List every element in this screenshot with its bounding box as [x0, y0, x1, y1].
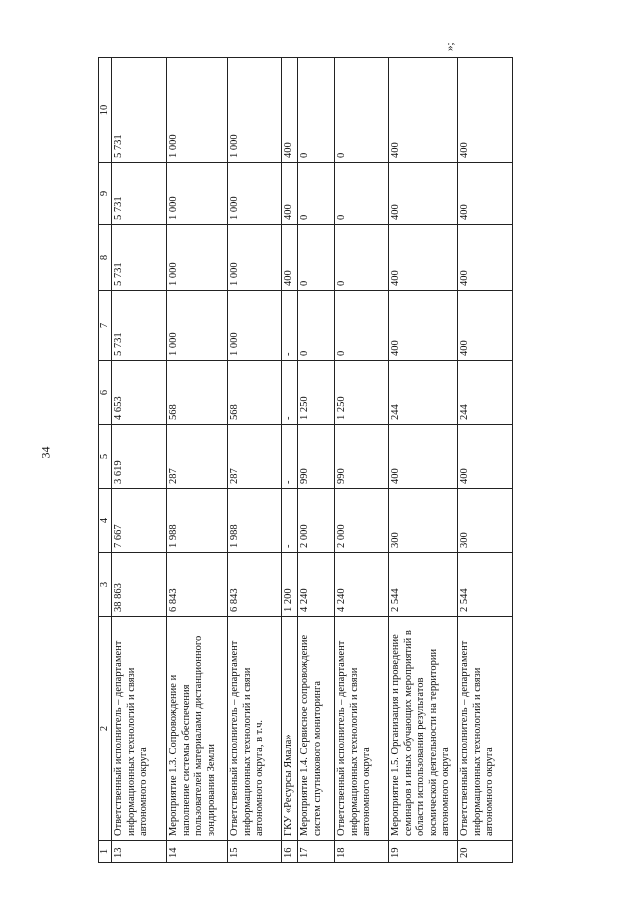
value-cell: - — [282, 425, 298, 489]
value-cell: 2 544 — [389, 553, 458, 617]
value-cell: 244 — [389, 361, 458, 425]
value-cell: 300 — [458, 489, 513, 553]
header-cell: 7 — [99, 291, 112, 361]
row-number: 17 — [298, 841, 335, 863]
row-description: ГКУ «Ресурсы Ямала» — [282, 617, 298, 841]
value-cell: 1 000 — [228, 58, 282, 163]
value-cell: 990 — [298, 425, 335, 489]
value-cell: 400 — [458, 291, 513, 361]
value-cell: 400 — [389, 225, 458, 291]
value-cell: 0 — [298, 225, 335, 291]
value-cell: 400 — [458, 225, 513, 291]
value-cell: 400 — [282, 225, 298, 291]
value-cell: 0 — [335, 58, 389, 163]
value-cell: 5 731 — [112, 291, 167, 361]
row-description: Мероприятие 1.3. Сопровождение и наполнение системы обеспечения пользователей материалами дистанционного зондирования Земли — [167, 617, 228, 841]
header-cell: 2 — [99, 617, 112, 841]
row-description: Ответственный исполнитель – департамент информационных технологий и связи автономного округа — [458, 617, 513, 841]
row-number: 15 — [228, 841, 282, 863]
row-description: Мероприятие 1.5. Организация и проведение семинаров и иных обучающих мероприятий в области использования результатов космической деятельности на территории автономного округа — [389, 617, 458, 841]
value-cell: - — [282, 361, 298, 425]
value-cell: 4 240 — [335, 553, 389, 617]
value-cell: 1 250 — [335, 361, 389, 425]
value-cell: 1 988 — [228, 489, 282, 553]
page-number: 34 — [38, 446, 53, 459]
header-cell: 5 — [99, 425, 112, 489]
value-cell: 1 000 — [228, 225, 282, 291]
header-cell: 4 — [99, 489, 112, 553]
table-row — [458, 58, 513, 863]
value-cell: 5 731 — [112, 58, 167, 163]
table-row — [298, 58, 335, 863]
value-cell: 1 000 — [167, 58, 228, 163]
header-cell: 9 — [99, 163, 112, 225]
value-cell: - — [282, 489, 298, 553]
value-cell: 287 — [167, 425, 228, 489]
header-cell: 10 — [99, 58, 112, 163]
row-description: Ответственный исполнитель – департамент информационных технологий и связи автономного округа — [112, 617, 167, 841]
value-cell: 4 653 — [112, 361, 167, 425]
value-cell: 0 — [335, 291, 389, 361]
budget-table — [98, 57, 513, 863]
table-row — [282, 58, 298, 863]
row-number: 18 — [335, 841, 389, 863]
value-cell: 0 — [335, 163, 389, 225]
value-cell: 400 — [458, 58, 513, 163]
value-cell: 400 — [282, 58, 298, 163]
value-cell: 4 240 — [298, 553, 335, 617]
value-cell: 244 — [458, 361, 513, 425]
value-cell: 1 200 — [282, 553, 298, 617]
value-cell: 7 667 — [112, 489, 167, 553]
value-cell: 2 544 — [458, 553, 513, 617]
value-cell: 5 731 — [112, 163, 167, 225]
closing-quote-mark: »; — [444, 42, 456, 51]
value-cell: 300 — [389, 489, 458, 553]
row-number: 19 — [389, 841, 458, 863]
row-description: Мероприятие 1.4. Сервисное сопровождение систем спутникового мониторинга — [298, 617, 335, 841]
table-row — [167, 58, 228, 863]
value-cell: 400 — [458, 163, 513, 225]
row-number: 20 — [458, 841, 513, 863]
table-row — [335, 58, 389, 863]
value-cell: 400 — [282, 163, 298, 225]
value-cell: 5 731 — [112, 225, 167, 291]
row-number: 16 — [282, 841, 298, 863]
value-cell: 3 619 — [112, 425, 167, 489]
value-cell: 990 — [335, 425, 389, 489]
header-cell: 1 — [99, 841, 112, 863]
value-cell: 1 000 — [228, 291, 282, 361]
value-cell: 0 — [298, 291, 335, 361]
value-cell: 2 000 — [298, 489, 335, 553]
value-cell: 287 — [228, 425, 282, 489]
value-cell: 1 250 — [298, 361, 335, 425]
row-description: Ответственный исполнитель – департамент информационных технологий и связи автономного округа — [335, 617, 389, 841]
value-cell: 1 000 — [228, 163, 282, 225]
value-cell: 400 — [458, 425, 513, 489]
row-description: Ответственный исполнитель – департамент информационных технологий и связи автономного округа, в т.ч. — [228, 617, 282, 841]
value-cell: 400 — [389, 163, 458, 225]
value-cell: 1 000 — [167, 291, 228, 361]
row-number: 14 — [167, 841, 228, 863]
value-cell: 0 — [335, 225, 389, 291]
value-cell: 400 — [389, 425, 458, 489]
value-cell: 0 — [298, 163, 335, 225]
value-cell: 38 863 — [112, 553, 167, 617]
value-cell: - — [282, 291, 298, 361]
header-cell: 8 — [99, 225, 112, 291]
value-cell: 6 843 — [167, 553, 228, 617]
value-cell: 568 — [228, 361, 282, 425]
value-cell: 400 — [389, 58, 458, 163]
value-cell: 1 988 — [167, 489, 228, 553]
table-row — [112, 58, 167, 863]
value-cell: 1 000 — [167, 163, 228, 225]
header-cell: 3 — [99, 553, 112, 617]
value-cell: 568 — [167, 361, 228, 425]
row-number: 13 — [112, 841, 167, 863]
table-row — [389, 58, 458, 863]
value-cell: 400 — [389, 291, 458, 361]
value-cell: 6 843 — [228, 553, 282, 617]
value-cell: 1 000 — [167, 225, 228, 291]
value-cell: 0 — [298, 58, 335, 163]
header-cell: 6 — [99, 361, 112, 425]
value-cell: 2 000 — [335, 489, 389, 553]
table-row — [228, 58, 282, 863]
header-row — [99, 58, 112, 863]
